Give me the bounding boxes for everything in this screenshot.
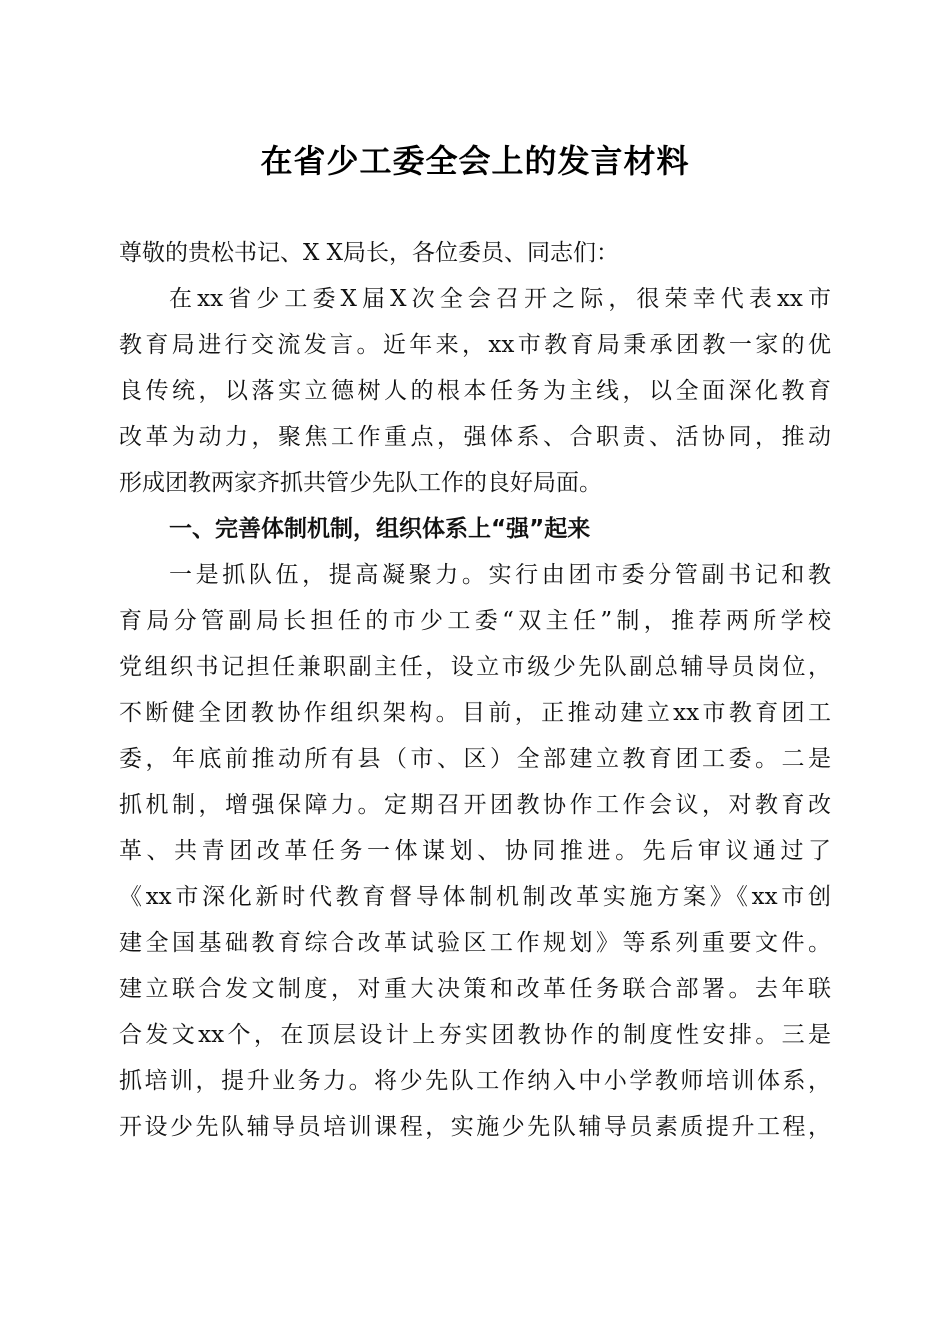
paragraph-line: 开设少先队辅导员培训课程，实施少先队辅导员素质提升工程， [119, 1114, 831, 1140]
paragraph-line: 合发文xx个，在顶层设计上夯实团教协作的制度性安排。三是 [119, 1022, 831, 1048]
paragraph-line: 教育局进行交流发言。近年来，xx市教育局秉承团教一家的优 [119, 332, 831, 358]
salutation-line: 尊敬的贵松书记、X X局长，各位委员、同志们： [119, 240, 620, 266]
paragraph-line: 抓机制，增强保障力。定期召开团教协作工作会议，对教育改 [119, 792, 831, 818]
paragraph-line: 委，年底前推动所有县（市、区）全部建立教育团工委。二是 [119, 746, 831, 772]
paragraph-line: 革、共青团改革任务一体谋划、协同推进。先后审议通过了 [119, 838, 831, 864]
paragraph-line: 形成团教两家齐抓共管少先队工作的良好局面。 [119, 470, 602, 496]
paragraph-line: 在xx省少工委X届X次全会召开之际，很荣幸代表xx市 [169, 286, 831, 312]
paragraph-line: 《xx市深化新时代教育督导体制机制改革实施方案》《xx市创 [119, 884, 831, 910]
paragraph-line: 建全国基础教育综合改革试验区工作规划》等系列重要文件。 [119, 930, 831, 956]
paragraph-line: 育局分管副局长担任的市少工委“双主任”制，推荐两所学校 [119, 608, 831, 634]
section-heading: 一、完善体制机制，组织体系上“强”起来 [169, 516, 591, 542]
paragraph-line: 良传统，以落实立德树人的根本任务为主线，以全面深化教育 [119, 378, 831, 404]
paragraph-line: 改革为动力，聚焦工作重点，强体系、合职责、活协同，推动 [119, 424, 831, 450]
document-title: 在省少工委全会上的发言材料 [260, 142, 690, 180]
paragraph-line: 党组织书记担任兼职副主任，设立市级少先队副总辅导员岗位， [119, 654, 831, 680]
paragraph-line: 建立联合发文制度，对重大决策和改革任务联合部署。去年联 [119, 976, 831, 1002]
paragraph-line: 不断健全团教协作组织架构。目前，正推动建立xx市教育团工 [119, 700, 831, 726]
document-body [119, 230, 831, 1150]
paragraph-line: 一是抓队伍，提高凝聚力。实行由团市委分管副书记和教 [169, 562, 831, 588]
paragraph-line: 抓培训，提升业务力。将少先队工作纳入中小学教师培训体系， [119, 1068, 831, 1094]
